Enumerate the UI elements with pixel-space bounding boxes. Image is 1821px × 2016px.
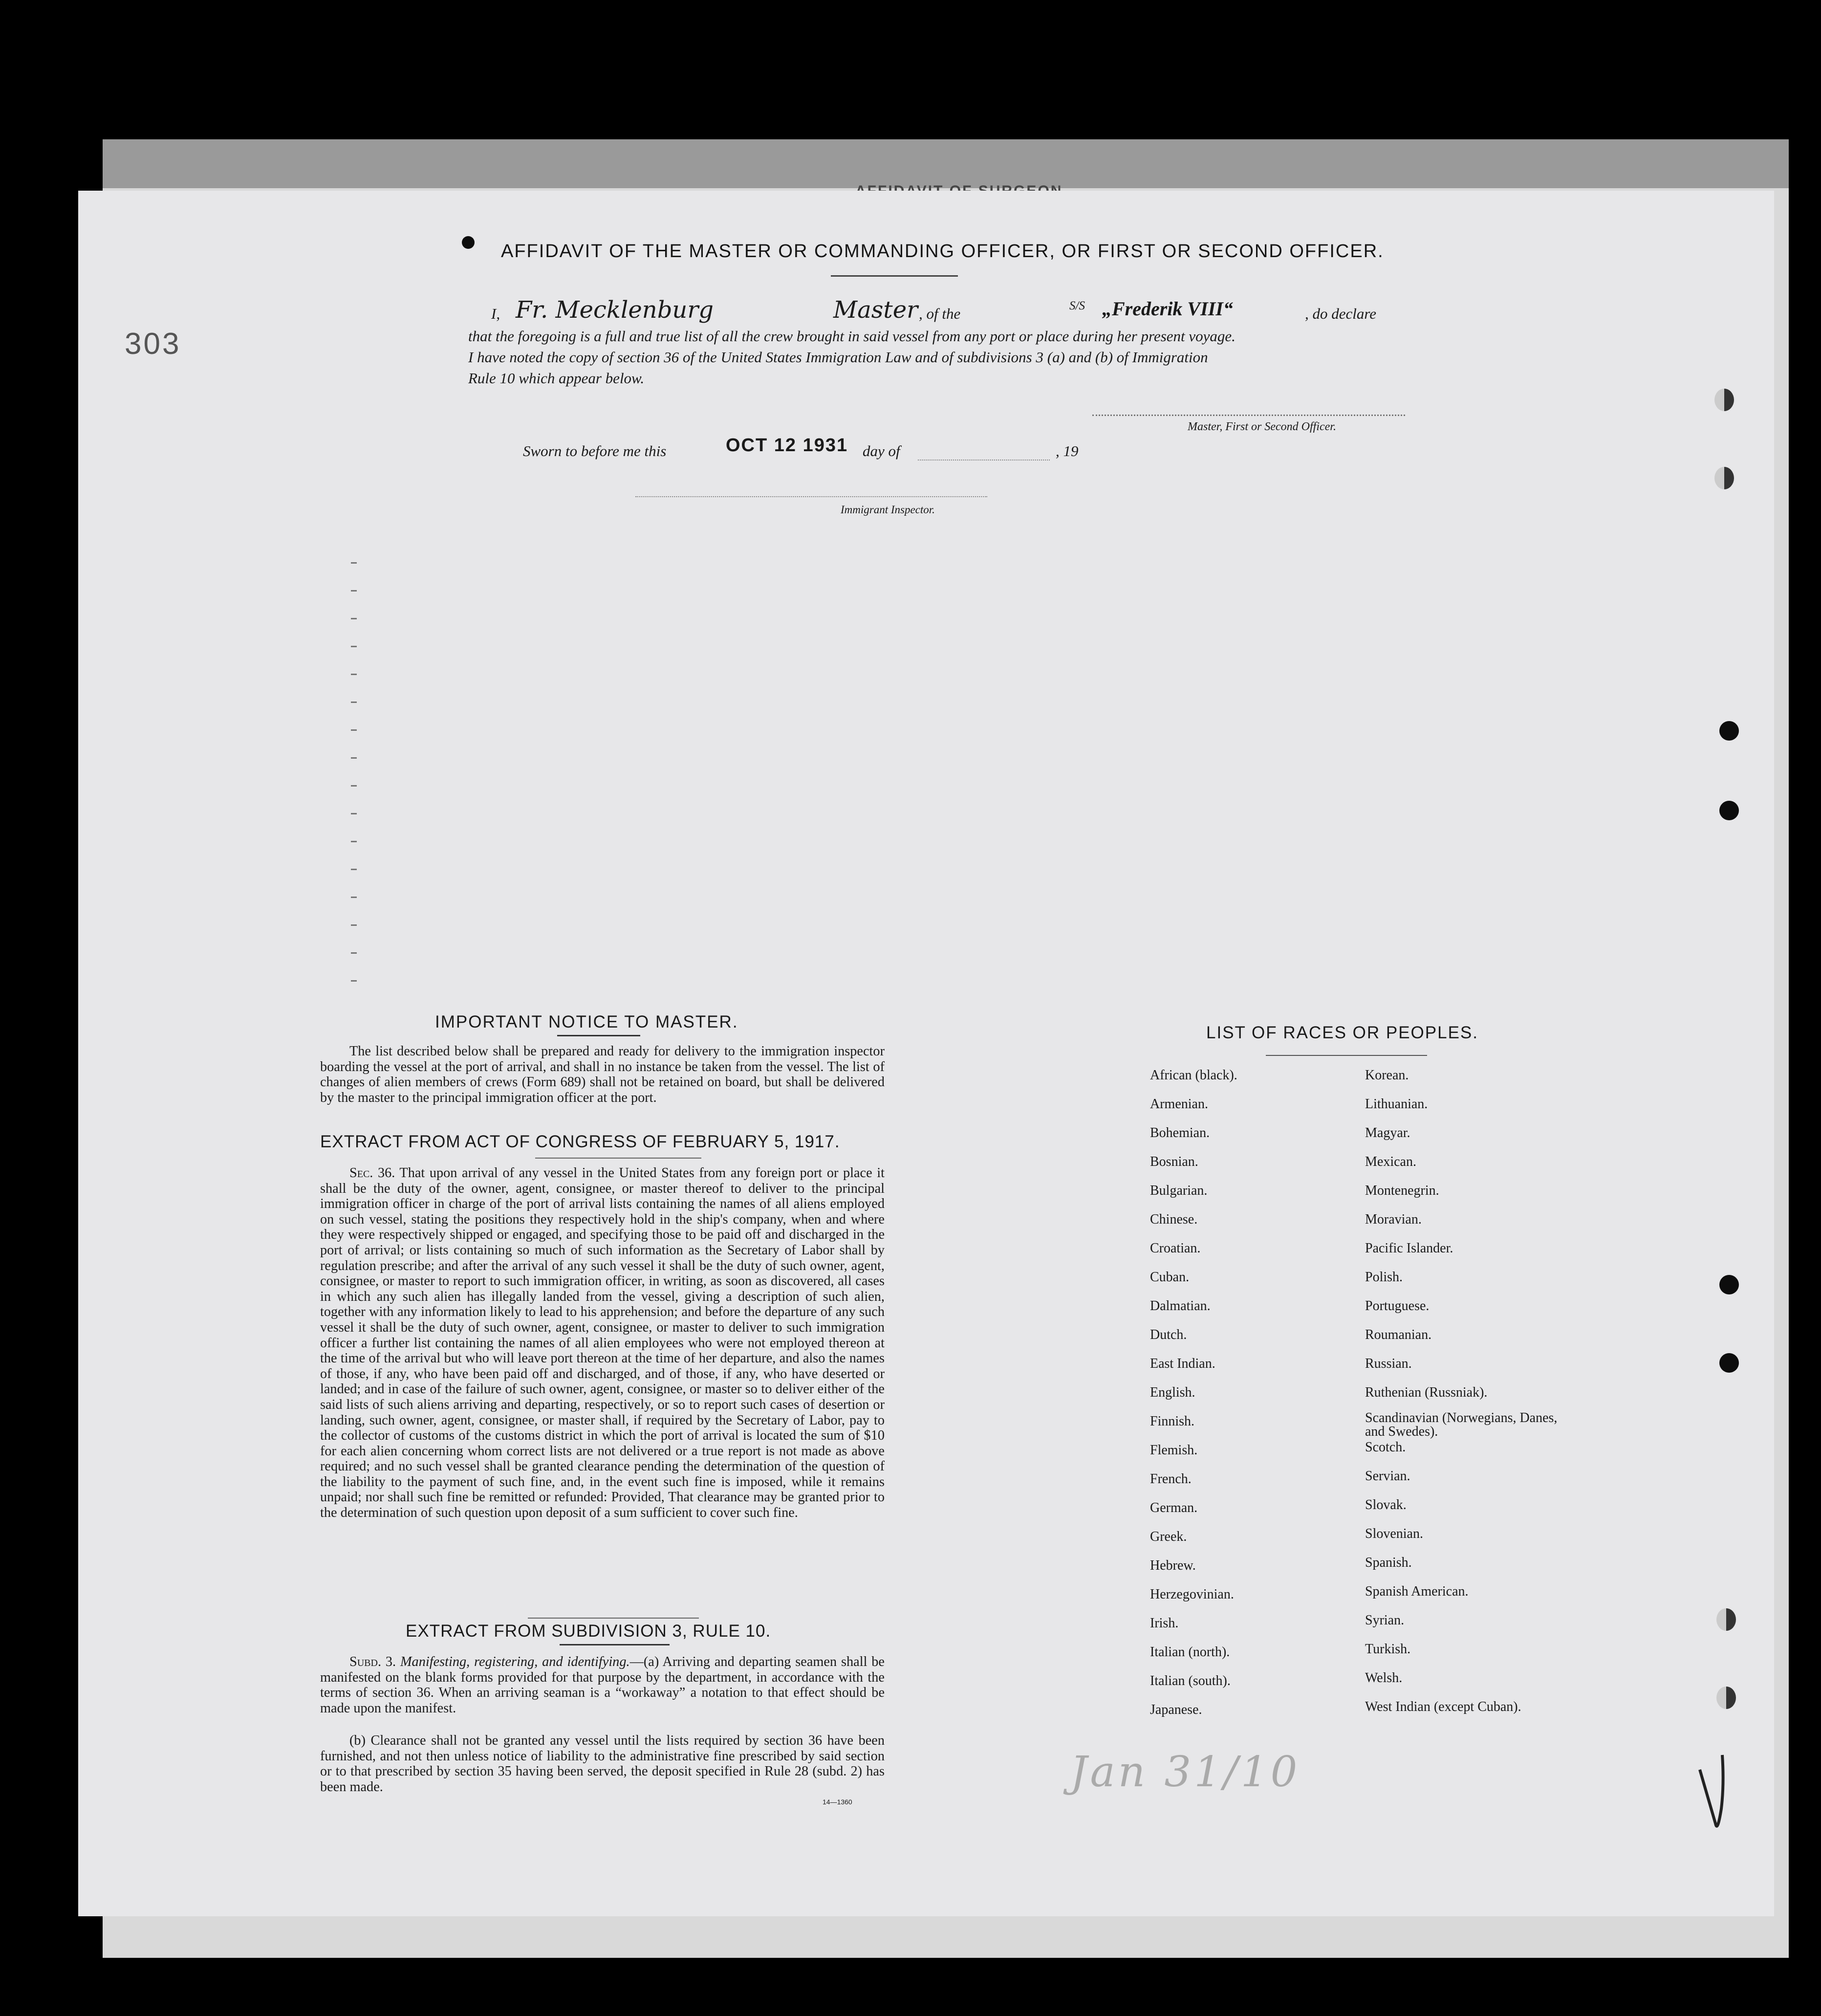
subdivision-b-text: (b) Clearance shall not be granted any vessel until the lists required by section 36 have been furnished, and not then unless notice of liability to the administrative fine prescribed by said section or to that prescribed by section 35 having been served, the deposit specified in Rule 28 (subd. 2) has been made. (320, 1733, 885, 1795)
section-body: That upon arrival of any vessel in the United States from any foreign port or place it shall be the duty of the owner, agent, consignee, or master thereof to deliver to the principal immigration officer in charge of the port of arrival lists containing the names of all aliens employed on such vessel, stating the positions they respectively hold in the ship's company, when and where they were respectively shipped or engaged, and specifying those to be paid off and discharged in the port of arrival; or lists containing so much of such information as the Secretary of Labor shall by regulation prescribe; and after the arrival of any such vessel it shall be the duty of such owner, agent, consignee, or master to report to such immigration officer, in writing, as soon as discovered, all cases in which any such alien has illegally landed from the vessel, giving a description of such alien, together with any information likely to lead to his apprehension; and before the departure of any such vessel it shall be the duty of such owner, agent, consignee, or master to deliver to such immigration officer a further list containing the names of all alien employees who were not employed thereon at the time of the arrival but who will leave port thereon at the time of her departure, and also the names of those, if any, who have been paid off and discharged, and of those, if any, who have deserted or landed; and in case of the failure of such owner, agent, consignee, or master so to deliver either of the said lists of such aliens arriving and departing, respectively, or so to report such cases of desertion or landing, such owner, agent, consignee, or master shall, if required by the Secretary of Labor, pay to the collector of customs of the customs district in which the port of arrival is located the sum of $10 for each alien concerning whom correct lists are not delivered or a true report is not made as above required; and no such vessel shall be granted clearance pending the determination of the question of the liability to the payment of such fine, and, in the event such fine is imposed, while it remains unpaid; nor shall such fine be remitted or refunded: Provided, That clearance may be granted prior to the determination of such question upon deposit of a sum sufficient to cover such fine. (320, 1165, 885, 1521)
race-item: Italian (north). (1150, 1644, 1230, 1660)
race-item: East Indian. (1150, 1356, 1215, 1371)
section-label: Sec. 36. (349, 1165, 395, 1181)
page-stamp-number: 303 (125, 327, 181, 361)
signature-line (1092, 415, 1405, 416)
race-item: Moravian. (1365, 1212, 1422, 1227)
race-item: Roumanian. (1365, 1327, 1432, 1342)
date-stamp: OCT 12 1931 (726, 435, 848, 456)
race-item: Dutch. (1150, 1327, 1187, 1342)
race-item: West Indian (except Cuban). (1365, 1699, 1521, 1714)
binder-hole-icon (1719, 801, 1739, 820)
race-item: Italian (south). (1150, 1673, 1231, 1688)
divider (557, 1035, 640, 1036)
year-label: , 19 (1056, 442, 1079, 460)
subdivision-title: EXTRACT FROM SUBDIVISION 3, RULE 10. (406, 1622, 771, 1641)
subdivision-label: Subd. 3. (349, 1654, 396, 1669)
declaration-line (469, 296, 1398, 329)
race-item: French. (1150, 1471, 1192, 1487)
race-item: Spanish. (1365, 1555, 1412, 1570)
do-declare-label: , do declare (1305, 305, 1377, 322)
binder-hole-icon (1719, 1275, 1739, 1294)
subdivision-a-text (320, 1654, 885, 1716)
divider (1266, 1055, 1427, 1056)
races-list-left (1150, 1068, 1237, 1731)
race-item: English. (1150, 1385, 1195, 1400)
race-item: Korean. (1365, 1068, 1409, 1083)
race-item: Hebrew. (1150, 1558, 1196, 1573)
race-item: Magyar. (1365, 1125, 1410, 1140)
race-item: Scotch. (1365, 1440, 1406, 1455)
race-item: Polish. (1365, 1270, 1403, 1285)
race-item: Armenian. (1150, 1096, 1208, 1112)
of-the-label: , of the (919, 305, 961, 322)
vessel-prefix: S/S (1069, 299, 1085, 312)
race-item: Russian. (1365, 1356, 1412, 1371)
sworn-label: Sworn to before me this (523, 442, 667, 460)
race-item: Flemish. (1150, 1443, 1198, 1458)
race-item: Mexican. (1365, 1154, 1416, 1169)
binder-hole-icon (1714, 467, 1734, 489)
signature-caption: Master, First or Second Officer. (1188, 420, 1336, 433)
race-item: Servian. (1365, 1468, 1410, 1484)
race-item: Spanish American. (1365, 1584, 1469, 1599)
race-item: African (black). (1150, 1068, 1237, 1083)
race-item: Slovak. (1365, 1497, 1407, 1512)
handwritten-signature-rank: Master (833, 296, 918, 324)
i-label: I, (491, 305, 500, 322)
divider (535, 1158, 701, 1159)
section-36-text (320, 1165, 885, 1521)
divider (528, 1618, 699, 1619)
race-item: Montenegrin. (1365, 1183, 1439, 1198)
binder-hole-icon (1719, 721, 1739, 741)
race-item: Syrian. (1365, 1613, 1405, 1628)
inspector-caption: Immigrant Inspector. (841, 504, 935, 516)
race-item: Finnish. (1150, 1414, 1195, 1429)
declaration-line: that the foregoing is a full and true list of all the crew brought in said vessel from any port or place during her present voyage. (468, 328, 1236, 345)
race-item: Ruthenian (Russniak). (1365, 1385, 1488, 1400)
binder-hole-icon (462, 236, 475, 249)
race-item: Japanese. (1150, 1702, 1202, 1717)
race-item: Pacific Islander. (1365, 1241, 1453, 1256)
binder-hole-icon (1719, 1353, 1739, 1373)
declaration-line: Rule 10 which appear below. (468, 370, 645, 387)
race-item: German. (1150, 1500, 1198, 1515)
race-item: Bulgarian. (1150, 1183, 1208, 1198)
subdivision-a-body: —(a) Arriving and departing seamen shall be manifested on the blank forms provided for that purpose by the department, in accordance with the terms of section 36. When an arriving seaman is a “workaway” a notation to that effect should be made upon the manifest. (320, 1654, 885, 1716)
handwritten-annotation: Jan 31/10 (1070, 1748, 1301, 1797)
divider (831, 275, 958, 277)
form-number: 14—1360 (823, 1798, 852, 1806)
act-title: EXTRACT FROM ACT OF CONGRESS OF FEBRUARY 5, 1917. (320, 1132, 840, 1151)
race-item: Slovenian. (1365, 1526, 1423, 1541)
declaration-line: I have noted the copy of section 36 of the United States Immigration Law and of subdivisions 3 (a) and (b) of Immigration (468, 349, 1208, 366)
day-of-label: day of (863, 442, 900, 460)
handwritten-signature-name: Fr. Mecklenburg (516, 296, 714, 324)
binder-hole-icon (1716, 1687, 1736, 1709)
races-list-right (1365, 1068, 1570, 1729)
vessel-name: „Frederik VIII“ (1102, 298, 1233, 320)
affidavit-title: AFFIDAVIT OF THE MASTER OR COMMANDING OFFICER, OR FIRST OR SECOND OFFICER. (501, 241, 1384, 262)
race-item: Bosnian. (1150, 1154, 1198, 1169)
subdivision-heading: Manifesting, registering, and identifying. (400, 1654, 630, 1669)
race-item: Irish. (1150, 1616, 1179, 1631)
races-title: LIST OF RACES OR PEOPLES. (1206, 1023, 1479, 1042)
handwritten-mark (1696, 1750, 1725, 1848)
race-item: Welsh. (1365, 1670, 1403, 1686)
underlying-sheet-top-strip (103, 139, 1789, 188)
race-item: Greek. (1150, 1529, 1187, 1544)
race-item: Scandinavian (Norwegians, Danes, and Swedes). (1365, 1410, 1558, 1439)
binder-hole-icon (1714, 389, 1734, 411)
inspector-signature-line (635, 496, 987, 497)
binder-hole-icon (1716, 1608, 1736, 1631)
divider (560, 1644, 670, 1645)
race-item: Chinese. (1150, 1212, 1198, 1227)
race-item: Turkish. (1365, 1642, 1411, 1657)
bleed-through-marks (351, 562, 361, 1002)
race-item: Croatian. (1150, 1241, 1201, 1256)
race-item: Herzegovinian. (1150, 1587, 1234, 1602)
notice-text: The list described below shall be prepared and ready for delivery to the immigration inspector boarding the vessel at the port of arrival, and shall in no instance be taken from the vessel. The list of changes of alien members of crews (Form 689) shall not be retained on board, but shall be delivered by the master to the principal immigration officer at the port. (320, 1044, 885, 1105)
notice-title: IMPORTANT NOTICE TO MASTER. (435, 1012, 738, 1031)
race-item: Cuban. (1150, 1270, 1190, 1285)
race-item: Dalmatian. (1150, 1298, 1211, 1314)
race-item: Bohemian. (1150, 1125, 1210, 1140)
race-item: Portuguese. (1365, 1298, 1430, 1314)
race-item: Lithuanian. (1365, 1096, 1428, 1112)
